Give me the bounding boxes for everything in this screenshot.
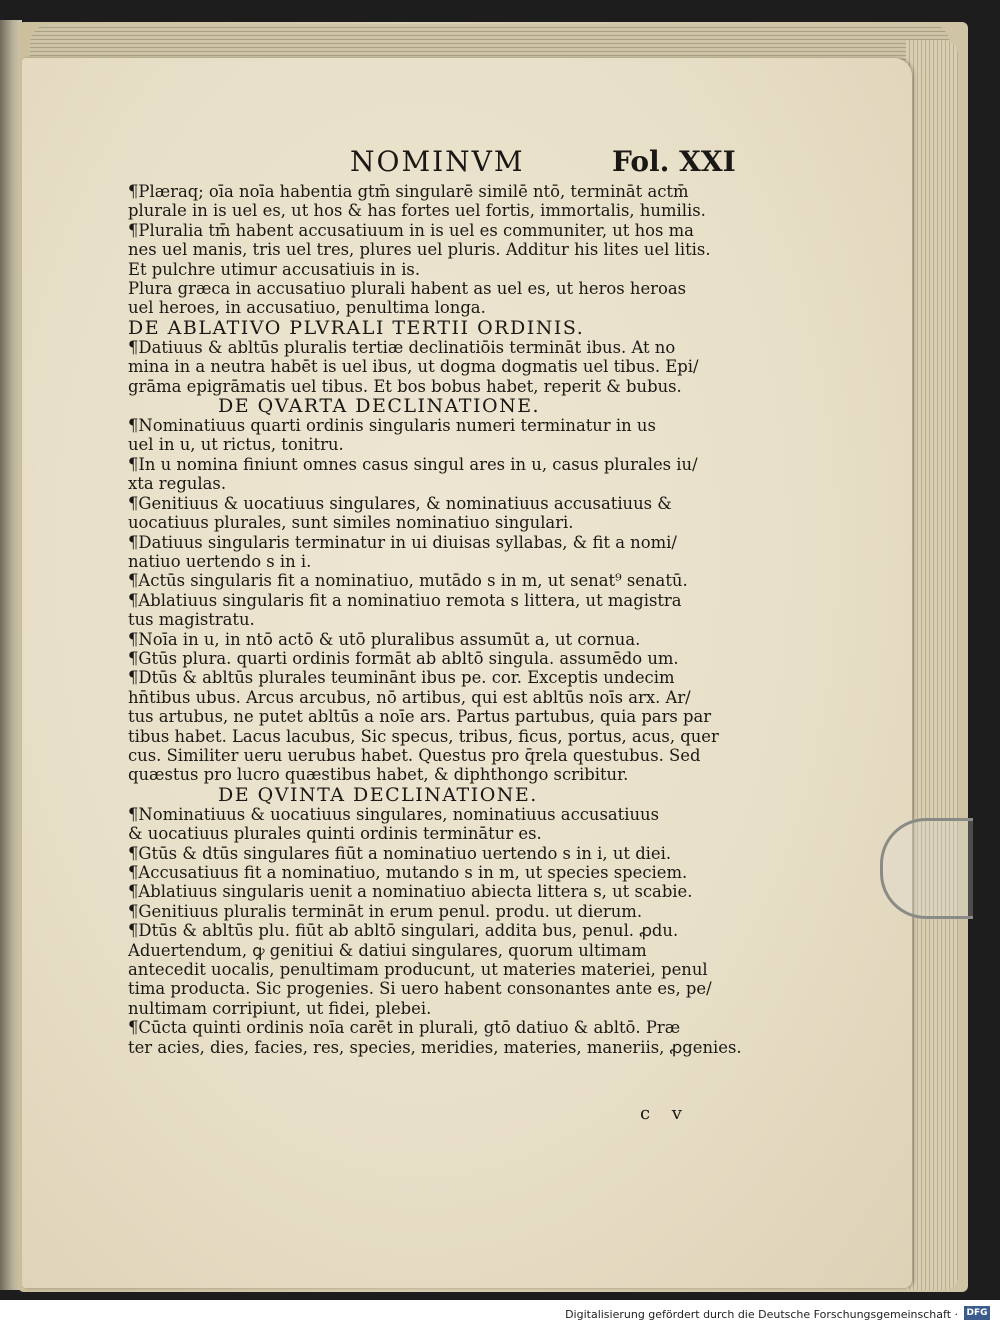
digitization-credit: Digitalisierung gefördert durch die Deutsche Forschungsgemeinschaft ·	[565, 1308, 958, 1321]
text-line: ter acies, dies, facies, res, species, meridies, materies, maneriis, ꝓgenies.	[128, 1037, 742, 1057]
text-line: ¶Datiuus & abltūs pluralis tertiæ declinatiōis termināt ibus. At no	[128, 337, 676, 357]
running-head-title: NOMINVM	[350, 145, 525, 178]
text-line: ¶Dtūs & abltūs plu. fiūt ab abltō singulari, addita bus, penul. ꝓdu.	[128, 921, 679, 941]
text-line: ¶Gtūs plura. quarti ordinis formāt ab abltō singula. assumēdo um.	[128, 648, 679, 668]
page-fore-edges	[906, 40, 958, 1290]
text-line: ¶Nominatiuus quarti ordinis singularis numeri terminatur in us	[128, 416, 656, 436]
text-line: ¶Noīa in u, in ntō actō & utō pluralibus assumūt a, ut cornua.	[128, 629, 641, 649]
signature-mark: c v	[640, 1103, 690, 1124]
dfg-logo: DFG	[964, 1306, 990, 1320]
text-line: cus. Similiter ueru uerubus habet. Questus pro q̄rela questubus. Sed	[128, 745, 701, 765]
text-line: uel heroes, in accusatiuo, penultima longa.	[128, 298, 486, 318]
text-line: ¶Ablatiuus singularis fit a nominatiuo remota s littera, ut magistra	[128, 590, 682, 610]
text-line: tibus habet. Lacus lacubus, Sic specus, tribus, ficus, portus, acus, quer	[128, 726, 719, 746]
text-line: tus magistratu.	[128, 610, 255, 630]
text-line: ¶Nominatiuus & uocatiuus singulares, nominatiuus accusatiuus	[128, 804, 660, 824]
text-line: Plura græca in accusatiuo plurali habent as uel es, ut heros heroas	[128, 279, 687, 299]
text-line: ¶Cūcta quinti ordinis noīa carēt in plurali, gtō datiuo & abltō. Præ	[128, 1018, 681, 1038]
text-line: mina in a neutra habēt is uel ibus, ut dogma dogmatis uel tibus. Epi/	[128, 357, 699, 377]
text-line: ¶Ablatiuus singularis uenit a nominatiuo abiecta littera s, ut scabie.	[128, 882, 693, 902]
text-line: plurale in is uel es, ut hos & has fortes uel fortis, immortalis, humilis.	[128, 201, 706, 221]
text-line: hn̄tibus ubus. Arcus arcubus, nō artibus, qui est abltūs noīs arx. Ar/	[128, 687, 691, 707]
text-line: ¶Actūs singularis fit a nominatiuo, mutādo s in m, ut senat⁹ senatū.	[128, 571, 688, 591]
text-line: uocatiuus plurales, sunt similes nominatiuo singulari.	[128, 513, 574, 533]
text-line: ¶Gtūs & dtūs singulares fiūt a nominatiuo uertendo s in i, ut diei.	[128, 843, 672, 863]
section-heading: DE ABLATIVO PLVRALI TERTII ORDINIS.	[128, 316, 585, 339]
text-line: tima producta. Sic progenies. Si uero habent consonantes ante es, pe/	[128, 979, 712, 999]
text-line: ¶Genitiuus & uocatiuus singulares, & nominatiuus accusatiuus &	[128, 493, 672, 513]
text-line: xta regulas.	[128, 474, 227, 494]
text-line: & uocatiuus plurales quinti ordinis terminātur es.	[128, 824, 542, 844]
section-heading: DE QVARTA DECLINATIONE.	[218, 395, 541, 418]
text-line: grāma epigrāmatis uel tibus. Et bos bobus habet, reperit & bubus.	[128, 376, 682, 396]
text-line: quæstus pro lucro quæstibus habet, & diphthongo scribitur.	[128, 765, 629, 785]
page-body-text	[128, 182, 758, 1057]
text-line: uel in u, ut rictus, tonitru.	[128, 435, 344, 455]
text-line: natiuo uertendo s in i.	[128, 551, 312, 571]
text-line: nultimam corripiunt, ut fidei, plebei.	[128, 998, 432, 1018]
text-line: ¶Plæraq; oīa noīa habentia gtm̄ singularē similē ntō, termināt actm̄	[128, 182, 689, 201]
page-clip	[880, 818, 973, 919]
text-line: antecedit uocalis, penultimam producunt, ut materies materiei, penul	[128, 960, 708, 980]
text-line: Aduertendum, ꝙ genitiui & datiui singulares, quorum ultimam	[128, 940, 647, 960]
text-line: ¶Datiuus singularis terminatur in ui diuisas syllabas, & fit a nomi/	[128, 532, 677, 552]
text-line: Et pulchre utimur accusatiuis in is.	[128, 259, 421, 279]
text-line: tus artubus, ne putet abltūs a noīe ars. Partus partubus, quia pars par	[128, 707, 712, 727]
running-head	[340, 145, 760, 181]
text-line: ¶Pluralia tm̄ habent accusatiuum in is uel es communiter, ut hos ma	[128, 220, 694, 240]
text-line: ¶Accusatiuus fit a nominatiuo, mutando s in m, ut species speciem.	[128, 863, 688, 882]
text-line: nes uel manis, tris uel tres, plures uel pluris. Additur his lites uel litis.	[128, 240, 711, 260]
text-line: ¶Dtūs & abltūs plurales teuminānt ibus pe. cor. Exceptis undecim	[128, 668, 675, 688]
section-heading: DE QVINTA DECLINATIONE.	[218, 783, 538, 806]
folio-number: Fol. XXI	[612, 145, 736, 178]
text-line: ¶Genitiuus pluralis termināt in erum penul. produ. ut dierum.	[128, 901, 643, 921]
text-line: ¶In u nomina finiunt omnes casus singul ares in u, casus plurales iu/	[128, 454, 698, 474]
